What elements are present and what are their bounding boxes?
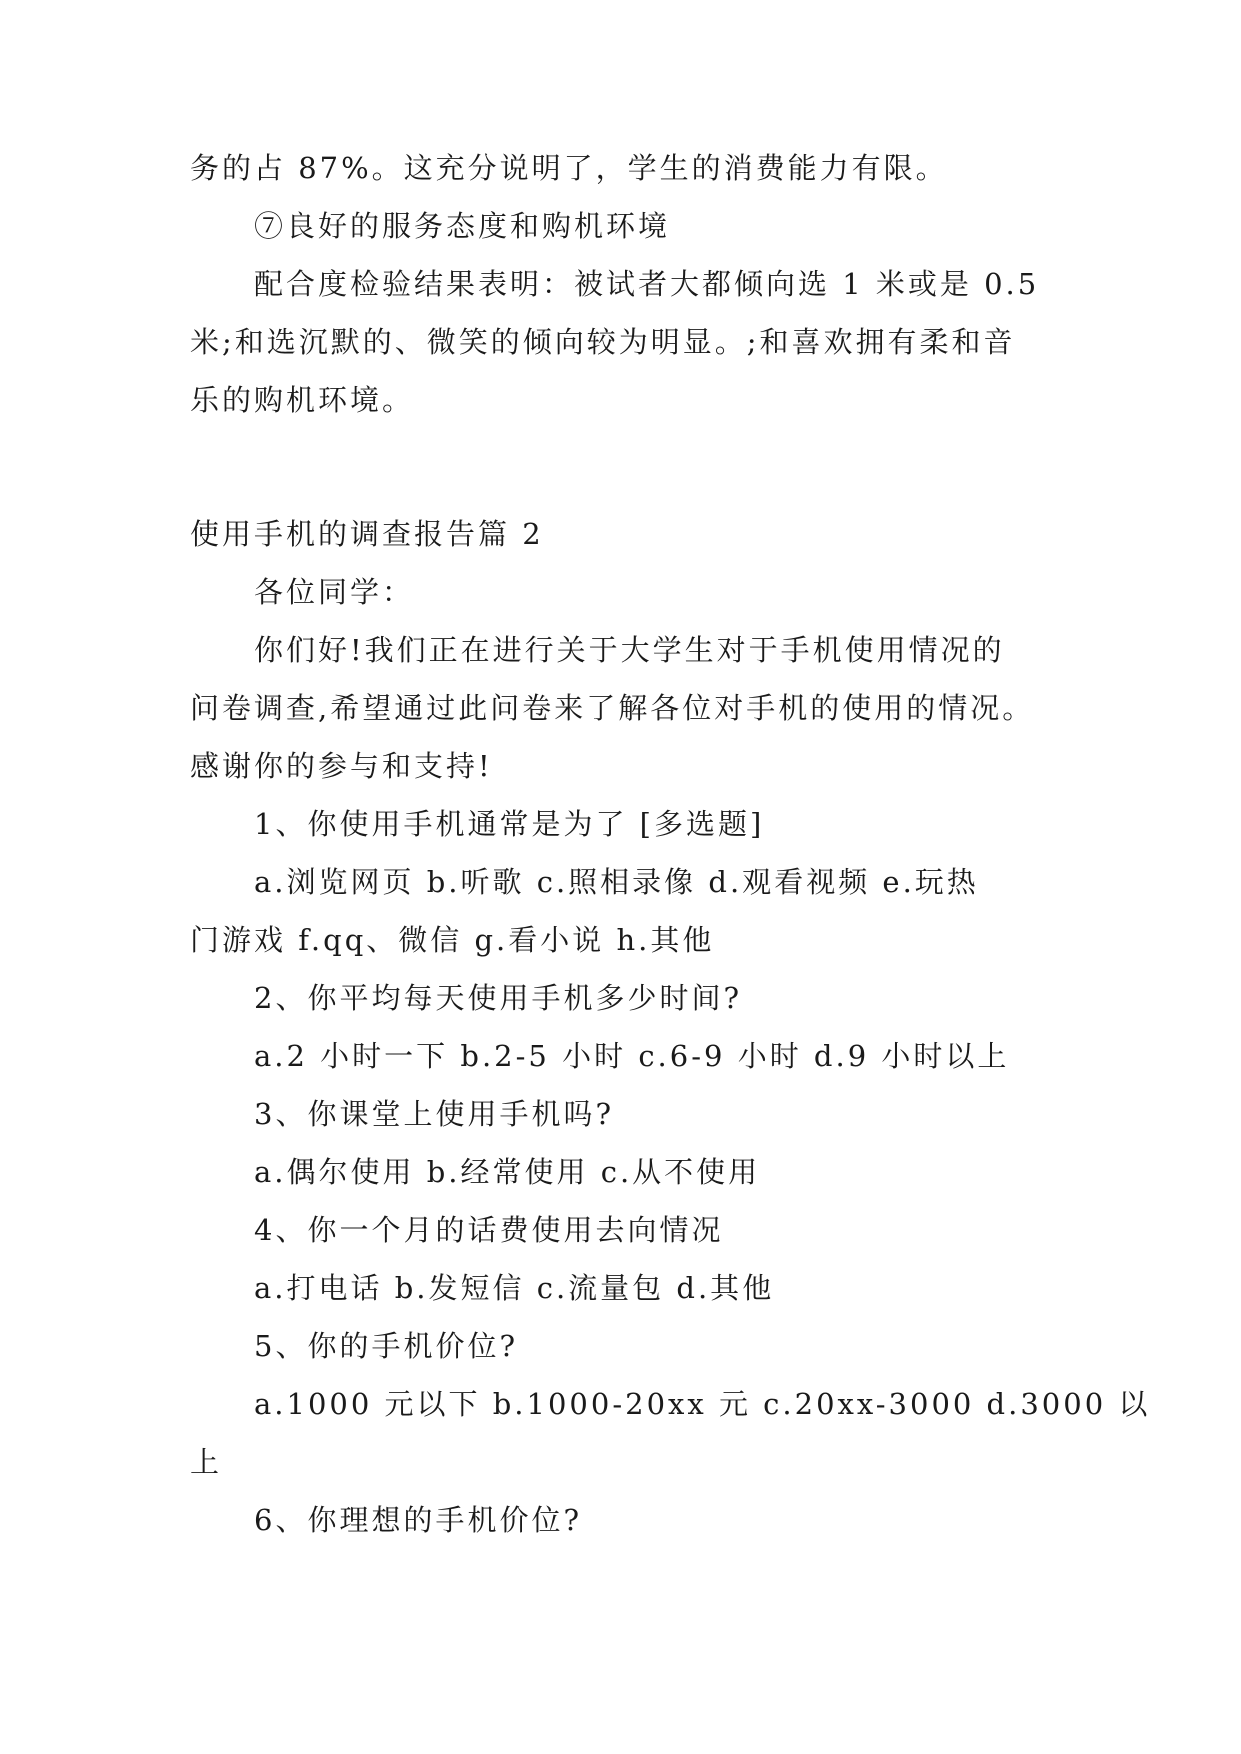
- paragraph-line: 感谢你的参与和支持!: [190, 749, 493, 783]
- paragraph-line: ⑦良好的服务态度和购机环境: [254, 209, 671, 243]
- question-3: 3、你课堂上使用手机吗?: [254, 1097, 614, 1131]
- paragraph-line: 配合度检验结果表明：被试者大都倾向选 1 米或是 0.5: [254, 267, 1040, 301]
- question-1-options: 门游戏 f.qq、微信 g.看小说 h.其他: [190, 923, 715, 957]
- paragraph-line: 你们好!我们正在进行关于大学生对于手机使用情况的: [254, 633, 1005, 667]
- question-2-options: a.2 小时一下 b.2-5 小时 c.6-9 小时 d.9 小时以上: [254, 1039, 1010, 1073]
- paragraph-line: 问卷调查,希望通过此问卷来了解各位对手机的使用的情况。: [190, 691, 1035, 725]
- paragraph-line: 务的占 87%。这充分说明了，学生的消费能力有限。: [190, 151, 948, 185]
- question-6: 6、你理想的手机价位?: [254, 1503, 582, 1537]
- question-4: 4、你一个月的话费使用去向情况: [254, 1213, 724, 1247]
- question-1: 1、你使用手机通常是为了 [多选题]: [254, 807, 765, 841]
- question-3-options: a.偶尔使用 b.经常使用 c.从不使用: [254, 1155, 761, 1189]
- section-title: 使用手机的调查报告篇 2: [190, 517, 544, 551]
- paragraph-line: 米;和选沉默的、微笑的倾向较为明显。;和喜欢拥有柔和音: [190, 325, 1016, 359]
- question-4-options: a.打电话 b.发短信 c.流量包 d.其他: [254, 1271, 775, 1305]
- question-2: 2、你平均每天使用手机多少时间?: [254, 981, 742, 1015]
- paragraph-line: 乐的购机环境。: [190, 383, 415, 417]
- question-5-options: a.1000 元以下 b.1000-20xx 元 c.20xx-3000 d.3000 以: [254, 1387, 1151, 1421]
- greeting: 各位同学：: [254, 575, 415, 609]
- question-5-options: 上: [190, 1445, 223, 1479]
- question-5: 5、你的手机价位?: [254, 1329, 518, 1363]
- question-1-options: a.浏览网页 b.听歌 c.照相录像 d.观看视频 e.玩热: [254, 865, 979, 899]
